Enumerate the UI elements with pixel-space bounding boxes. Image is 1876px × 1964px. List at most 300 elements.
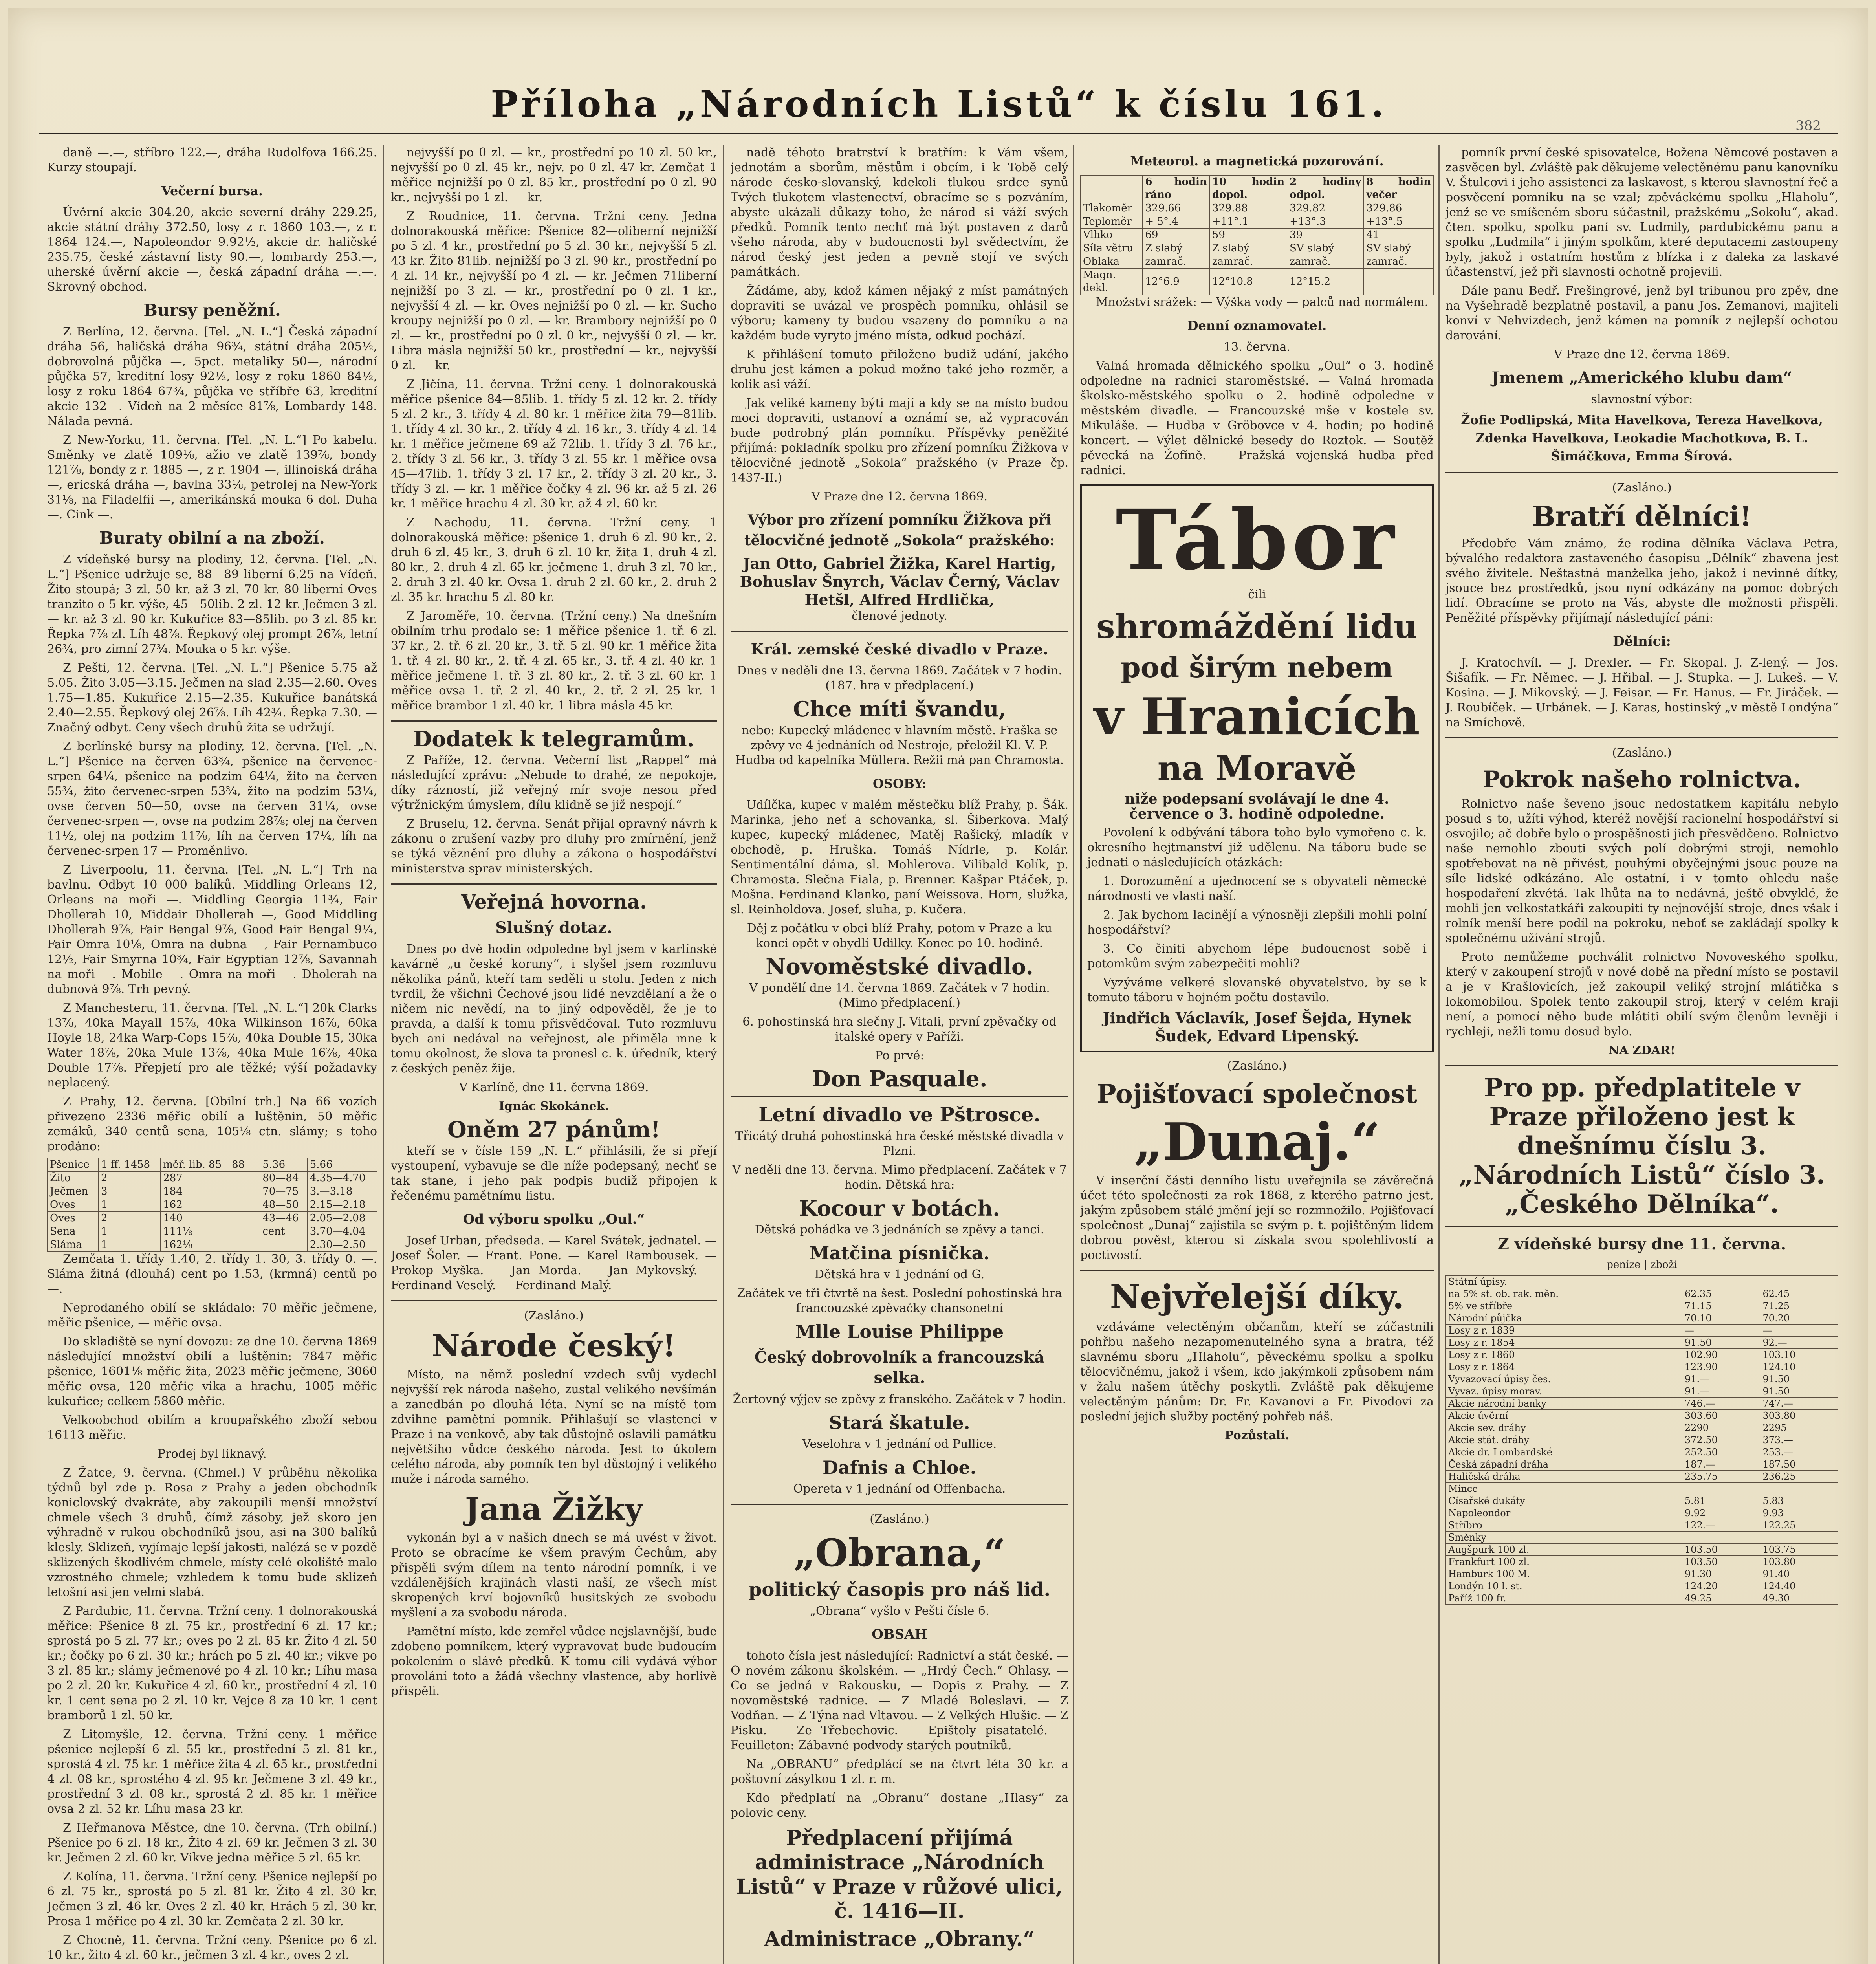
table-cell: zamrač.: [1143, 255, 1209, 269]
table-cell: Akcie sev. dráhy: [1446, 1422, 1682, 1434]
table-cell: 41: [1364, 229, 1434, 242]
paragraph: NA ZDAR!: [1608, 1044, 1676, 1057]
names: Žofie Podlipská, Mita Havelkova, Tereza Havelkova, Zdenka Havelkova, Leokadie Machotkova, B. L. Šimáčkova, Emma Šírová.: [1461, 412, 1823, 464]
page-number: 382: [1795, 118, 1821, 134]
paragraph: Udílčka, kupec v malém městečku blíž Prahy, p. Šák. Marinka, jeho neť a schovanka, sl. Šiberkova. Malý kupec, kupecký mládenec, Matěj Rašický, mladík v obchodě, p. Hruška. Tomáš Nídrle, p. Kolár. Sentimentální dáma, sl. Mohlerova. Vilibald Kolík, p. Chramosta. Slečna Fiala, p. Brenner. Kašpar Ptáček, p. Mošna. Ferdinand Klanko, paní Weissova. Horn, služka, sl. Reinholdova. Josef, sluha, p. Kučera.: [731, 798, 1068, 916]
table-cell: 39: [1287, 229, 1364, 242]
section-heading: Matčina písnička.: [809, 1242, 990, 1264]
table-cell: 103.80: [1760, 1556, 1838, 1568]
table-cell: 12°10.8: [1209, 269, 1287, 295]
section-heading: na Moravě: [1157, 749, 1357, 788]
table-row: [1081, 202, 1434, 215]
paragraph: Z New-Yorku, 11. června. [Tel. „N. L.“] Po kabelu. Směnky ve zlatě 109⅛, ažio ve zlatě 139⅞, bondy 121⅞, bondy z r. 1885 —, z r. 1904 —, illinoiská dráha —, ericská dráha —, bavlna 33⅛, petrolej na New-York 31⅛, na Filadelfii —, amerikánská mouka 6 dol. Duha —. Cink —.: [47, 433, 377, 522]
section-heading: Jmenem „Amerického klubu dam“: [1491, 368, 1792, 387]
paragraph: tohoto čísla jest následující: Radnictví a stát české. — O novém zákonu školském. — „Hrdý Čech.“ Ohlasy. — Co se jedná v Rakousku, — Dopis z Prahy. — Z novoměstské radnice. — Z Mladé Boleslavi. — Z Vodňan. — Z Týna nad Vltavou. — Z Velkých Hlušic. — Z Pisku. — Ze Třebechovic. — Epištoly pisatatelé. — Feuilleton: Zábavné podvody starých poutníků.: [731, 1649, 1068, 1752]
table-cell: 70.20: [1760, 1312, 1838, 1325]
table-cell: 9.93: [1760, 1507, 1838, 1519]
table-cell: 5.81: [1682, 1495, 1760, 1507]
section-heading: v Hranicích: [1094, 687, 1420, 746]
paragraph: Z Chocně, 11. června. Tržní ceny. Pšenice po 6 zl. 10 kr., žito 4 zl. 60 kr., ječmen 3 zl. 4 kr., oves 2 zl.: [47, 1933, 377, 1962]
table-row: [48, 1238, 377, 1252]
section-heading: Mlle Louise Philippe: [795, 1321, 1004, 1342]
paragraph: Z Paříže, 12. června. Večerní list „Rappel“ má následující zprávu: „Nebude to drahé, ze nepokoje, díky rázností, již veřejný mír svoje nesou před výtržnickým úmyslem, dílu klidně se již nespojí.“: [391, 753, 717, 812]
paragraph: Třicátý druhá pohostinská hra české městské divadla v Plzni.: [735, 1129, 1064, 1158]
paragraph: Z Pešti, 12. června. [Tel. „N. L.“] Pšenice 5.75 až 5.05. Žito 3.05—3.15. Ječmen na slad 2.35—2.60. Oves 1.75—1.85. Kukuřice 2.15—2.35. Kukuřice banátská 2.40—2.55. Řepkový olej 26⅞. Líh 42¾. Řepka 7.30. — Značný odbyt. Ceny všech druhů žita se udržují.: [47, 661, 377, 735]
table-row: [48, 1198, 377, 1212]
names: Jan Otto, Gabriel Žižka, Karel Hartig, Bohuslav Šnyrch, Václav Černý, Václav Hetšl, Alfred Hrdlička,: [740, 555, 1059, 608]
table-cell: cent: [260, 1225, 307, 1238]
table-cell: 2: [99, 1212, 161, 1225]
section-heading: Český dobrovolník a francouzská selka.: [754, 1348, 1045, 1387]
paragraph: peníze | zboží: [1607, 1259, 1677, 1271]
table-cell: 184: [161, 1185, 260, 1198]
paragraph: Žádáme, aby, kdož kámen nějaký z míst památných dopraviti se uvázal ve prospěch pomníku, ohlásil se výboru; kameny ty budou vsazeny do pomníku a na každém bude vyryto jméno místa, odkud pochází.: [731, 284, 1068, 343]
table-cell: 49.30: [1760, 1592, 1838, 1605]
column-rule: [1073, 145, 1074, 1964]
table-cell: 2.05—2.08: [307, 1212, 377, 1225]
paragraph: vzdáváme velectěným občanům, kteří se zúčastnili pohřbu našeho nezapomenutelného syna a bratra, též slavnému sboru „Hlaholu“, pěveckému spolku a spolku tělocvičnému, jakož i všem, kdo jakýmkoli způsobem nám v žalu našem útěchy poskytli. Zvláště pak děkujeme velectěným pánům: Dr. Fr. Kavanovi a Fr. Pivodovi za poslední jejich služby poctěný pohřeb náš.: [1080, 1320, 1434, 1424]
paragraph: Úvěrní akcie 304.20, akcie severní dráhy 229.25, akcie státní dráhy 372.50, losy z r. 1860 103.—, z r. 1864 124.—, Napoleondor 9.92½, akcie dr. haličské 235.75, české zástavní listy 90.—, lombardy 253.—, uherské úvěrní akcie —, česká západní dráha —.—. Skrovný obchod.: [47, 205, 377, 294]
column-5: [1445, 145, 1838, 1964]
table-cell: 329.66: [1143, 202, 1209, 215]
section-heading: Dafnis a Chloe.: [823, 1457, 976, 1478]
table-cell: Mince: [1446, 1483, 1682, 1495]
table-header: [1081, 176, 1143, 202]
paragraph: Proto nemůžeme pochválit rolnictvo Novoveského spolku, který v zakoupení strojů v nové době na přední místo se postavil a je v Krašlovicích, jež zakoupil veliký strojní mlátička s lokomobilou. Spolek tento zakoupil stroj, který v celém kraji není, a pomocí něho bude mlátiti obilí svým členům levněji i rychleji, nežli tomu dosud bylo.: [1445, 950, 1838, 1039]
paragraph: Z Roudnice, 11. června. Tržní ceny. Jedna dolnorakouská měřice: Pšenice 82—oliberní nejnižší po 5 zl. 4 kr., prostřední po 5 zl. 30 kr., nejvyšší 5 zl. 43 kr. Žito 81lib. nejnižší po 3 zl. 90 kr., prostřední po 4 zl. 14 kr., nejvyšší po 4 zl. — kr. Ječmen 71liberní nejnižší po 3 zl. — kr., prostřední po 0 zl. 1 kr., nejvyšší 4 zl. — kr. Oves nejnižší po 0 zl. — kr. Sucho kroupy nejnižší po 0 zl. — kr. Brambory nejnižší po 0 zl. — kr., prostřední po 0 zl. 0 kr., nejvyšší 0 zl. — kr. Libra másla nejnižší 50 kr., prostřední — kr., nejvyšší 0 zl. — kr.: [391, 209, 717, 372]
section-heading: Kocour v botách.: [799, 1196, 1000, 1221]
signature: Ignác Skokánek.: [499, 1099, 609, 1113]
table-row: [1446, 1276, 1838, 1288]
table-row: [1446, 1568, 1838, 1580]
table-cell: 91.50: [1682, 1337, 1760, 1349]
paragraph: V Karlíně, dne 11. června 1869.: [459, 1081, 649, 1094]
divider: [391, 720, 717, 722]
table-row: [1446, 1592, 1838, 1605]
table-cell: 62.35: [1682, 1288, 1760, 1300]
table-row: [1446, 1434, 1838, 1446]
section-heading: shromáždění lidu: [1096, 607, 1418, 646]
paragraph: V neděli dne 13. června. Mimo předplacení. Začátek v 7 hodin. Dětská hra:: [732, 1163, 1067, 1192]
divider: [731, 1504, 1068, 1505]
section-heading: Meteorol. a magnetická pozorování.: [1130, 154, 1384, 169]
table-cell: 122.25: [1760, 1519, 1838, 1532]
table-cell: 43—46: [260, 1212, 307, 1225]
table-row: [1446, 1349, 1838, 1361]
table-cell: 103.75: [1760, 1544, 1838, 1556]
table-row: [1446, 1288, 1838, 1300]
table-cell: 2290: [1682, 1422, 1760, 1434]
note: (Zasláno.): [1612, 746, 1672, 760]
table-cell: 59: [1209, 229, 1287, 242]
table-cell: [1760, 1276, 1838, 1288]
section-heading: Nejvřelejší díky.: [1110, 1277, 1404, 1316]
column-4: [1080, 145, 1434, 1964]
table-cell: +13°.5: [1364, 215, 1434, 229]
table-cell: 5.83: [1760, 1495, 1838, 1507]
table-cell: Státní úpisy.: [1446, 1276, 1682, 1288]
table-cell: 102.90: [1682, 1349, 1760, 1361]
paragraph: Dále panu Bedř. Frešingrové, jenž byl tribunou pro zpěv, dne na Vyšehradě bezplatně postavil, a panu Jos. Zemanovi, majiteli konví v Nehvizdech, jenž kámen na pomník z nejlepší ochotou darování.: [1445, 284, 1838, 343]
table-cell: Akcie dr. Lombardské: [1446, 1446, 1682, 1458]
table-cell: 103.50: [1682, 1544, 1760, 1556]
section-heading: Bursy peněžní.: [143, 300, 281, 320]
section-heading: politický časopis pro náš lid.: [748, 1579, 1051, 1601]
table-cell: 111⅛: [161, 1225, 260, 1238]
table-cell: Národní půjčka: [1446, 1312, 1682, 1325]
table-cell: 2.15—2.18: [307, 1198, 377, 1212]
table-row: [1446, 1361, 1838, 1373]
section-heading: Novoměstské divadlo.: [766, 954, 1033, 980]
paragraph: Předobře Vám známo, že rodina dělníka Václava Petra, bývalého redaktora zastaveného časopisu „Dělník“ zbavena jest svého živitele. Neštastná manželka jeho, jakož i nevinné dítky, jsouce bez prostředků, jsou nyní odkázány na pomoc dobrých lidí. Obracíme se proto na Vás, abyste dle možnosti přispěli. Peněžité příspěvky přijímají následující páni:: [1445, 537, 1838, 625]
table-cell: [1364, 269, 1434, 295]
table-cell: Londýn 10 l. st.: [1446, 1580, 1682, 1592]
table-cell: 2295: [1760, 1422, 1838, 1434]
section-heading: Bratří dělníci!: [1532, 500, 1752, 533]
table-cell: 124.40: [1760, 1580, 1838, 1592]
table-cell: Z slabý: [1143, 242, 1209, 255]
table-header: 6 hodin ráno: [1143, 176, 1209, 202]
section-heading: Denní oznamovatel.: [1187, 318, 1327, 333]
table-cell: 3.70—4.04: [307, 1225, 377, 1238]
table-cell: +11°.1: [1209, 215, 1287, 229]
divider: [1445, 737, 1838, 738]
column-rule: [723, 145, 724, 1964]
paragraph: Jak veliké kameny býti mají a kdy se na místo budou moci dopraviti, ustanoví a oznámí se, až vypracován bude podrobný plán pomníku. Příspěvky peněžité přijímá: pokladník spolku pro zřízení pomníku Žižkova v tělocvičné jednotě „Sokola“ pražského (v Praze čp. 1437-II.): [731, 396, 1068, 485]
column-rule: [1438, 145, 1440, 1964]
table-cell: 124.10: [1760, 1361, 1838, 1373]
note: (Zasláno.): [1227, 1059, 1287, 1073]
column-2: [391, 145, 717, 1964]
paragraph: Dětská pohádka ve 3 jednáních se zpěvy a tanci.: [755, 1223, 1044, 1237]
table-cell: Teploměr: [1081, 215, 1143, 229]
table-cell: 92.—: [1760, 1337, 1838, 1349]
table-cell: 2.30—2.50: [307, 1238, 377, 1252]
table-cell: 372.50: [1682, 1434, 1760, 1446]
table-row: [1081, 229, 1434, 242]
table-cell: 122.—: [1682, 1519, 1760, 1532]
paragraph: Josef Urban, předseda. — Karel Svátek, jednatel. — Josef Šoler. — Frant. Pone. — Karel Rambousek. — Prokop Myška. — Jan Morda. — Jan Mykovský. — Ferdinand Veselý. — Ferdinand Malý.: [391, 1234, 717, 1292]
table-row: [1446, 1398, 1838, 1410]
paragraph: Děj z počátku v obci blíž Prahy, potom v Praze a ku konci opět v obydlí Udilky. Konec po 10. hodině.: [747, 922, 1052, 950]
divider: [391, 1300, 717, 1301]
table-cell: 253.—: [1760, 1446, 1838, 1458]
table-cell: 303.60: [1682, 1410, 1760, 1422]
table-cell: Vyvazovací úpisy čes.: [1446, 1373, 1682, 1385]
column-rule: [383, 145, 384, 1964]
table-cell: 91.—: [1682, 1385, 1760, 1398]
table-cell: 187.50: [1760, 1458, 1838, 1471]
section-heading: Stará škatule.: [829, 1412, 970, 1433]
table-row: [1446, 1422, 1838, 1434]
table-cell: Akcie národní banky: [1446, 1398, 1682, 1410]
table-cell: 3: [99, 1185, 161, 1198]
newspaper-page: [8, 8, 1868, 1964]
paragraph: daně —.—, stříbro 122.—, dráha Rudolfova 166.25. Kurzy stoupají.: [47, 146, 377, 174]
section-heading: Pojišťovací společnost: [1096, 1079, 1418, 1109]
table-cell: 140: [161, 1212, 260, 1225]
paragraph: pomník první české spisovatelce, Božena Němcové postaven a zasvěcen byl. Zvláště pak děkujeme velectěnému panu kanovníku V. Štulcovi i jeho assistenci za laskavost, s kterou slavnostní řeč a posvěcení pomníku na se vzal; zpěváckému spolku „Hlaholu“, jenž se ve smíšeném sboru súčastnil, pražskému „Sokolu“, akad. čten. spolku, spolku paní sv. Ludmily, pardubickému panu a spolku „Ludmila“ i jiným spolkům, které deputacemi zastoupeny byly, jakož i ostatním hostům z blízka i z daleka za laskavé účastenství, jež při slavnosti ochotně projevili.: [1445, 146, 1838, 279]
table-cell: Losy z r. 1864: [1446, 1361, 1682, 1373]
table-cell: —: [1760, 1325, 1838, 1337]
tabor-notice: [1080, 484, 1434, 1052]
table-row: [48, 1158, 377, 1172]
table-cell: 162: [161, 1198, 260, 1212]
section-heading: Tábor: [1116, 491, 1398, 588]
table-cell: Napoleondor: [1446, 1507, 1682, 1519]
paragraph: Kdo předplatí na „Obranu“ dostane „Hlasy“ za polovic ceny.: [731, 1791, 1068, 1820]
paragraph: Místo, na němž poslední vzdech svůj vydechl nejvyšší rek národa našeho, zustal velikého nevšímán a zanedbán po dlouhá léta. Nyní se na místě tom zdvihne pamětní pomník. Přihlašují se vlastenci v Praze i na venkově, aby tak důstojně oslavili památku největšího vůdce českého národa. Jest to úkolem celého národa, aby pomník ten byl důstojný i velikého muže i národa samého.: [391, 1368, 717, 1486]
table-header-row: [1081, 176, 1434, 202]
table-cell: 303.80: [1760, 1410, 1838, 1422]
section-heading: OBSAH: [872, 1627, 927, 1642]
table-cell: Akcie úvěrní: [1446, 1410, 1682, 1422]
table-cell: 287: [161, 1172, 260, 1185]
paragraph: Z Liverpoolu, 11. června. [Tel. „N. L.“] Trh na bavlnu. Odbyt 10 000 balíků. Middling Orleans 12, Orleans na moři —. Middling Georgia 11¾, Fair Dhollerah 10, Middair Dhollerah —, Good Middling Dhollerah 9⅞, Fair Bengal 9⅞, Good Fair Bengal 9¼, Fair Omra 10⅛, Omra na dubna —, Fair Pernambuco 12½, Fair Smyrna 10¾, Fair Egyptian 12⅞, Savannah na moři —. Mobile —. Omra na moři —. Dholerah na dubnová 9⅞. Trh pevný.: [47, 863, 377, 996]
table-cell: 1: [99, 1225, 161, 1238]
table-row: [1446, 1458, 1838, 1471]
table-cell: na 5% st. ob. rak. měn.: [1446, 1288, 1682, 1300]
table-header: 2 hodiny odpol.: [1287, 176, 1364, 202]
divider: [1445, 472, 1838, 473]
table-cell: [1682, 1483, 1760, 1495]
table-row: [1446, 1544, 1838, 1556]
table-row: [48, 1185, 377, 1198]
table-row: [1446, 1373, 1838, 1385]
meteo-table: [1080, 175, 1434, 295]
section-heading: Od výboru spolku „Oul.“: [463, 1211, 645, 1227]
table-cell: Směnky: [1446, 1532, 1682, 1544]
table-cell: 91.30: [1682, 1568, 1760, 1580]
paragraph: Z Jičína, 11. června. Tržní ceny. 1 dolnorakouská měřice pšenice 84—85lib. 1. třídy 5 zl. 12 kr. 2. třídy 5 zl. 2 kr., 3. třídy 4 zl. 80 kr. 1 měřice žita 79—81lib. 1. třídy 4 zl. 30 kr., 2. třídy 4 zl. 16 kr., 3. třídy 4 zl. 14 kr. 1 měřice ječmene 69 až 72lib. 1. třídy 3 zl. 76 kr., 2. třídy 3 zl. 56 kr., 3. třídy 3 zl. 55 kr. 1 měřice ovsa 45—47lib. 1. třídy 3 zl. 17 kr., 2. třídy 3 zl. 20 kr., 3. třídy 3 zl. — kr. 1 měřice čočky 4 zl. 96 kr. až 5 zl. 26 kr. 1 měřice hrachu 4 zl. 30 kr. až 4 zl. 60 kr.: [391, 377, 717, 511]
table-row: [1446, 1325, 1838, 1337]
paragraph: Velkoobchod obilím a kroupařského zboží sebou 16113 měřic.: [47, 1413, 377, 1442]
section-heading: OSOBY:: [872, 776, 927, 791]
section-heading: Král. zemské české divadlo v Praze.: [751, 640, 1048, 658]
paragraph: K přihlášení tomuto přiloženo budiž udání, jakého druhu jest kámen a pokud možno také jeho rozměr, a kolik asi váží.: [731, 348, 1068, 391]
paragraph: Množství srážek: — Výška vody — palců nad normálem.: [1096, 295, 1429, 309]
table-cell: 91.40: [1760, 1568, 1838, 1580]
table-cell: 746.—: [1682, 1398, 1760, 1410]
table-cell: 70.10: [1682, 1312, 1760, 1325]
paragraph: Prodej byl liknavý.: [158, 1447, 267, 1461]
table-cell: Tlakoměr: [1081, 202, 1143, 215]
table-cell: 48—50: [260, 1198, 307, 1212]
paragraph: 1. Dorozumění a ujednocení se s obyvateli německé národnosti ve vlasti naší.: [1087, 874, 1427, 903]
names: Jindřich Václavík, Josef Šejda, Hynek Šudek, Edvard Lipenský.: [1103, 1009, 1411, 1045]
paragraph: čili: [1248, 588, 1266, 601]
section-heading: Pokrok našeho rolnictva.: [1483, 766, 1801, 793]
table-cell: 5.66: [307, 1158, 377, 1172]
paragraph: nebo: Kupecký mládenec v hlavním městě. Fraška se zpěvy ve 4 jednáních od Nestroje, přeložil Kl. V. P. Hudba od kapelníka Müllera. Režii má pan Chramosta.: [735, 724, 1064, 767]
table-row: [1081, 215, 1434, 229]
paragraph: Na „OBRANU“ předplácí se na čtvrt léta 30 kr. a poštovní zásylkou 1 zl. r. m.: [731, 1757, 1068, 1786]
column-3: [731, 145, 1068, 1964]
table-cell: 1 ff. 1458: [99, 1158, 161, 1172]
paragraph: Z Manchesteru, 11. června. [Tel. „N. L.“] 20k Clarks 13⅞, 40ka Mayall 15⅞, 40ka Wilkinson 16⅞, 60ka Hoyle 18, 24ka Warp-Cops 15⅞, 40ka Double 15, 30ka Water 18⅞, 20ka Mule 13⅞, 40ka Mule 16⅞, 40ka Double 17⅞. Přepjetí pro ale těžké; výší požadavky neplacený.: [47, 1001, 377, 1090]
table-cell: zamrač.: [1209, 255, 1287, 269]
section-heading: „Obrana,“: [793, 1531, 1006, 1575]
table-cell: Magn. dekl.: [1081, 269, 1143, 295]
section-heading: Jana Žižky: [465, 1491, 643, 1527]
paragraph: vykonán byl a v našich dnech se má uvést v život. Proto se obracíme ke všem pravým Čechům, aby přispěli svým dílem na tento národní pomník, i ve vzdálenějších krajinách vlasti naší, ze všech míst skropených krví bojovníků husitských ze svobodu myšlení a za svobodu národa.: [391, 1531, 717, 1620]
table-cell: [1760, 1532, 1838, 1544]
table-cell: Haličská dráha: [1446, 1471, 1682, 1483]
table-cell: zamrač.: [1287, 255, 1364, 269]
paragraph: niže podepsaní svolávají le dne 4. července o 3. hodině odpoledne.: [1125, 791, 1389, 822]
table-cell: Losy z r. 1854: [1446, 1337, 1682, 1349]
paragraph: nejvyšší po 0 zl. — kr., prostřední po 10 zl. 50 kr., nejvyšší po 0 zl. 45 kr., nejv. po 0 zl. 47 kr. Zemčat 1 měřice nejnižší po 0 zl. 85 kr., prostřední po 0 zl. 90 kr., nejvyšší po 1 zl. — kr.: [391, 146, 717, 204]
section-heading: Dělníci:: [1613, 634, 1671, 649]
table-cell: Frankfurt 100 zl.: [1446, 1556, 1682, 1568]
section-heading: Don Pasquale.: [812, 1066, 987, 1092]
table-cell: 91.—: [1682, 1373, 1760, 1385]
table-cell: Vyvaz. úpisy morav.: [1446, 1385, 1682, 1398]
table-cell: Akcie stát. dráhy: [1446, 1434, 1682, 1446]
table-cell: 252.50: [1682, 1446, 1760, 1458]
table-header: 10 hodin dopol.: [1209, 176, 1287, 202]
table-cell: 235.75: [1682, 1471, 1760, 1483]
table-row: [1081, 242, 1434, 255]
paragraph: Dětská hra v 1 jednání od G.: [814, 1268, 985, 1281]
paragraph: Z Žatce, 9. června. (Chmel.) V průběhu několika týdnů byl zde p. Rosa z Prahy a jeden obchodník koniclovský dvakráte, aby zakoupili menší množství chmele všech 3 druhů, čímž zásoby, jež skoro jen výhradně v rukou obchodníků jsou, asi na 300 balíků klesly. Sklizeň, vyjímaje lepší jakosti, nalézá se v pozdě sklizených škodlivém chmele, místy celé okoliště malo vzrostného chmele; vzhledem k tomu bude sklizeň letošní asi jen velmi slabá.: [47, 1466, 377, 1599]
table-row: [1081, 269, 1434, 295]
paragraph: Z Kolína, 11. června. Tržní ceny. Pšenice nejlepší po 6 zl. 75 kr., sprostá po 5 zl. 81 kr. Žito 4 zl. 30 kr. Ječmen 3 zl. 46 kr. Oves 2 zl. 40 kr. Hrách 5 zl. 30 kr. Prosa 1 měřice po 4 zl. 30 kr. Zemčata 2 zl. 30 kr.: [47, 1870, 377, 1928]
paragraph: Z Jaroměře, 10. června. (Tržní ceny.) Na dnešním obilním trhu prodalo se: 1 měřice pšenice 1. tř. 6 zl. 37 kr., 2. tř. 6 zl. 20 kr., 3. tř. 5 zl. 90 kr. 1 měřice žita 1. tř. 4 zl. 80 kr., 2. tř. 4 zl. 65 kr., 3. tř. 4 zl. 40 kr. 1 měřice ječmene 1. tř. 3 zl. 80 kr., 2. tř. 3 zl. 60 kr. 1 měřice ovsa 1. tř. 2 zl. 40 kr., 2. tř. 2 zl. 25 kr. 1 měřice brambor 1 zl. 40 kr. 1 libra másla 45 kr.: [391, 609, 717, 713]
paragraph: nadě téhoto bratrství k bratřím: k Vám všem, jednotám a sborům, městům i obcím, i k Tobě celý národe česko-slovanský, kdekoli tlukou srdce synů Tvých tlukotem vlastenectví, obracíme se s pozváním, abyste ukázali důkazy toho, že národ si váží svých předků. Pomník tento nechť má být postaven z darů všeho národa, aby v budoucnosti byl svědectvím, že národ český jest jeden a pevně stojí ve svých památkách.: [731, 146, 1068, 279]
table-row: [1446, 1507, 1838, 1519]
table-cell: 5.36: [260, 1158, 307, 1172]
section-heading: Letní divadlo ve Pštrosce.: [758, 1103, 1041, 1126]
paragraph: Z vídeňské bursy na plodiny, 12. června. [Tel. „N. L.“] Pšenice udržuje se, 88—89 liberní 6.25 na Vídeň. Žito stoupá; 3 zl. 50 kr. až 3 zl. 70 kr. 80 liberní Oves tranzito o 5 kr. výše, 45—50lib. 2 zl. 12 kr. Ječmen 3 zl. — kr. až 3 zl. 90 kr. Kukuřice 83—85lib. po 3 zl. 85 kr. Řepka 7⅞ zl. Líh 48⅞. Řepkový olej prompt 26⅞, letní 26¾, pro zimní 27¾. Mouka o 5 kr. výše.: [47, 553, 377, 656]
table-cell: Z slabý: [1209, 242, 1287, 255]
table-cell: 71.25: [1760, 1300, 1838, 1312]
table-cell: 747.—: [1760, 1398, 1838, 1410]
table-cell: [1760, 1483, 1838, 1495]
table-cell: Losy z r. 1860: [1446, 1349, 1682, 1361]
table-cell: 1: [99, 1238, 161, 1252]
table-cell: 123.90: [1682, 1361, 1760, 1373]
table-cell: Česká západní dráha: [1446, 1458, 1682, 1471]
table-cell: 162⅛: [161, 1238, 260, 1252]
table-row: [1446, 1495, 1838, 1507]
table-row: [1446, 1410, 1838, 1422]
paragraph: Vyzýváme velkeré slovanské obyvatelstvo, by se k tomuto táboru v hojném počtu dostavilo.: [1087, 976, 1427, 1004]
table-cell: Losy z r. 1839: [1446, 1325, 1682, 1337]
section-heading: Národe český!: [432, 1328, 676, 1364]
paragraph: Z berlínské bursy na plodiny, 12. června. [Tel. „N. L.“] Pšenice na červen 63¾, pšenice na červenec-srpen 64¼, pšenice na podzim 64¼, žito na červen 55¾, žito červenec-srpen 53¾, žito na podzim 53¼, ovse červen 50—50, ovse na červen 31¼, ovse červenec-srpen —, ovse na podzim 28⅞; olej na červen 11½, olej na podzim 11⅞, líh na červen 17¼, líh na červenec-srpen 17 — Proměnlivo.: [47, 740, 377, 858]
table-cell: 329.82: [1287, 202, 1364, 215]
table-cell: Stříbro: [1446, 1519, 1682, 1532]
table-cell: Ječmen: [48, 1185, 99, 1198]
paragraph: Z Berlína, 12. června. [Tel. „N. L.“] Česká západní dráha 56, haličská dráha 96¾, státní dráha 205½, dobrovolná půjčka —, 5pct. metaliky 50—, národní půjčka 57, kreditní losy 92½, losy z roku 1860 84½, losy z roku 1864 67¾, půjčka ve stříbře 63, kreditní akcie 132—. Vídeň na 2 měsíce 81⅞, Lombardy 148. Nálada pevná.: [47, 325, 377, 428]
paragraph: Začátek ve tři čtvrtě na šest. Poslední pohostinská hra francouzské zpěvačky chansonetní: [737, 1286, 1062, 1315]
section-heading: Buraty obilní a na zboží.: [99, 528, 325, 548]
table-cell: 69: [1143, 229, 1209, 242]
section-heading: Oněm 27 pánům!: [447, 1117, 660, 1143]
table-cell: Oves: [48, 1212, 99, 1225]
paragraph: Po prvé:: [875, 1049, 924, 1063]
paragraph: členové jednoty.: [852, 609, 947, 623]
section-heading: „Dunaj.“: [1134, 1112, 1380, 1172]
paragraph: V pondělí dne 14. června 1869. Začátek v 7 hodin. (Mimo předplacení.): [749, 981, 1050, 1010]
price-table: [47, 1158, 377, 1252]
table-cell: + 5°.4: [1143, 215, 1209, 229]
section-heading: Předplacení přijímá administrace „Národních Listů“ v Praze v růžové ulici, č. 1416—II.: [736, 1826, 1063, 1923]
table-cell: 9.92: [1682, 1507, 1760, 1519]
table-cell: 329.86: [1364, 202, 1434, 215]
table-row: [1446, 1483, 1838, 1495]
section-heading: Výbor pro zřízení pomníku Žižkova při tělocvičné jednotě „Sokola“ pražského:: [744, 512, 1055, 549]
table-cell: Oblaka: [1081, 255, 1143, 269]
paragraph: kteří se v čísle 159 „N. L.“ přihlásili, že si přejí vystoupení, vybavuje se dle níže podepsaný, nechť se tak stane, i jeho pak podpis budiž připojen k řečenému pamětnímu listu.: [391, 1144, 717, 1203]
table-cell: 4.35—4.70: [307, 1172, 377, 1185]
table-cell: 236.25: [1760, 1471, 1838, 1483]
paragraph: Pamětní místo, kde zemřel vůdce nejslavnější, bude zdobeno pomníkem, který vypravovat bude budoucím pokolením o slávě předků. K tomu cíli vydává výbor provolání toto a žádá všechny vlastence, aby horlivě přispěli.: [391, 1625, 717, 1698]
paragraph: Rolnictvo naše ševeno jsouc nedostatkem kapitálu nebylo posud s to, užíti výhod, kteréž novější racionelní hospodářství si osvojilo; ač dobře bylo o prospěšnosti jich přesvědčeno. Rolnictvo naše nemohlo zbouti svých polí dobrými stroji, nemohlo spotřebovat na ně přivést, pouhými obyčejnými jsouc pouze na síle lidské odkázáno. Ale ostatní, i v tomto ohledu naše hospodaření zkvétá. Tak lhůta na to nedávná, ještě obvyklé, že mohli jen velkostatkáři zakoupiti ty nejnovější stroje, dnes však i rolník menší bere podíl na pokroku, neboť se zakládají spolky k společnému užívání strojů.: [1445, 797, 1838, 945]
table-cell: Žito: [48, 1172, 99, 1185]
table-cell: Paříž 100 fr.: [1446, 1592, 1682, 1605]
table-cell: 103.10: [1760, 1349, 1838, 1361]
paragraph: Povolení k odbývání tábora toho bylo vymořeno c. k. okresního hejtmanství již udělenu. Na táboru bude se jednati o následujících otázkách:: [1087, 826, 1427, 869]
paragraph: Z Litomyšle, 12. června. Tržní ceny. 1 měřice pšenice nejlepší 6 zl. 55 kr., prostřední 5 zl. 81 kr., sprostá 4 zl. 75 kr. 1 měřice žita 4 zl. 65 kr., prostřední 4 zl. 08 kr., sprostého 4 zl. 95 kr. Ječmene 3 zl. 49 kr., prostřední 3 zl. 08 kr., sprostá 2 zl. 85 kr. 1 měřice ovsa 2 zl. 52 kr. Líhu masa 23 kr.: [47, 1728, 377, 1816]
paragraph: 6. pohostinská hra slečny J. Vitali, první zpěvačky od italské opery v Paříži.: [742, 1015, 1057, 1044]
table-cell: 2: [99, 1172, 161, 1185]
paragraph: 2. Jak bychom lacinějí a výnosněji zlepšili mohli polní hospodářství?: [1087, 908, 1427, 937]
table-row: [1446, 1556, 1838, 1568]
table-cell: Oves: [48, 1198, 99, 1212]
paragraph: Veselohra v 1 jednání od Pullice.: [802, 1437, 997, 1451]
table-cell: Síla větru: [1081, 242, 1143, 255]
divider: [1445, 1226, 1838, 1227]
table-cell: 5% ve stříbře: [1446, 1300, 1682, 1312]
section-heading: pod širým nebem: [1121, 650, 1393, 684]
table-cell: —: [1682, 1325, 1760, 1337]
table-cell: 3.—3.18: [307, 1185, 377, 1198]
table-row: [1446, 1471, 1838, 1483]
section-heading: Chce míti švandu,: [793, 696, 1006, 722]
table-cell: Vlhko: [1081, 229, 1143, 242]
section-heading: Veřejná hovorna.: [461, 890, 647, 913]
paragraph: Z Nachodu, 11. června. Tržní ceny. 1 dolnorakouská měřice: pšenice 1. druh 6 zl. 90 kr., 2. druh 6 zl. 45 kr., 3. druh 6 zl. 10 kr. žita 1. druh 4 zl. 80 kr., 2. druh 4 zl. 65 kr. ječmene 1. druh 3 zl. 70 kr., 2. druh 3 zl. 40 kr. Ovsa 1. druh 2 zl. 60 kr., 2. druh 2 zl. 35 kr. hrachu 5 zl. 80 kr.: [391, 516, 717, 604]
table-cell: 12°15.2: [1287, 269, 1364, 295]
table-cell: 80—84: [260, 1172, 307, 1185]
table-row: [48, 1172, 377, 1185]
table-row: [1081, 255, 1434, 269]
paragraph: Do skladiště se nyní dovozu: ze dne 10. června 1869 následující množství obilí a luštěnin: 7847 měřic pšenice, 1601⅛ měřic žita, 2023 měřic ječmene, 3060 měřic ovsa, 120 měřic vika a hrachu, 1005 měřic kukuřice; celkem 5860 měřic.: [47, 1335, 377, 1408]
paragraph: J. Kratochvíl. — J. Drexler. — Fr. Skopal. J. Z-lený. — Jos. Šišafík. — Fr. Němec. — J. Hřibal. — J. Stupka. — J. Lukeš. — V. Kosina. — J. Mikovský. — J. Feisar. — Fr. Hanus. — Fr. Jiráček. — J. Roubíček. — Urbánek. — J. Karas, hostinský „v městě Londýna“ na Smíchově.: [1445, 656, 1838, 729]
table-cell: zamrač.: [1364, 255, 1434, 269]
section-heading: Večerní bursa.: [161, 183, 263, 198]
table-cell: 329.88: [1209, 202, 1287, 215]
table-cell: 124.20: [1682, 1580, 1760, 1592]
table-cell: 373.—: [1760, 1434, 1838, 1446]
table-cell: 91.50: [1760, 1373, 1838, 1385]
masthead: Příloha „Národních Listů“ k číslu 161.: [39, 77, 1838, 134]
paragraph: slavnostní výbor:: [1591, 392, 1693, 406]
table-cell: [260, 1238, 307, 1252]
bursa-table: [1445, 1275, 1838, 1605]
table-cell: 12°6.9: [1143, 269, 1209, 295]
table-row: [1446, 1337, 1838, 1349]
table-cell: 103.50: [1682, 1556, 1760, 1568]
table-row: [1446, 1519, 1838, 1532]
table-row: [48, 1225, 377, 1238]
section-heading: Dodatek k telegramům.: [413, 726, 694, 751]
table-cell: 187.—: [1682, 1458, 1760, 1471]
divider: [1080, 1270, 1434, 1271]
note: (Zasláno.): [870, 1512, 929, 1526]
